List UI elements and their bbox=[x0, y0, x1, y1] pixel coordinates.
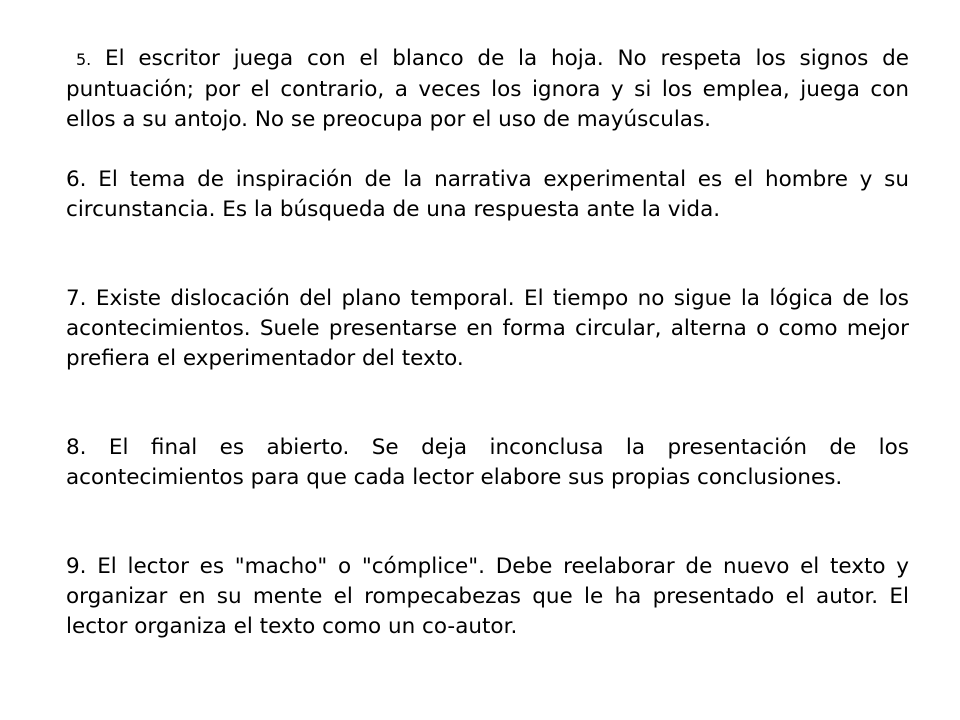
paragraph-7: 7. Existe dislocación del plano temporal. El tiempo no sigue la lógica de los acontecimientos. Suele presentarse en forma circular, alterna o como mejor prefiera el experimentador del texto. bbox=[66, 286, 909, 371]
paragraph-5 bbox=[66, 44, 909, 135]
slide-content bbox=[66, 44, 909, 642]
paragraph-6: 6. El tema de inspiración de la narrativa experimental es el hombre y su circunstancia. Es la búsqueda de una respuesta ante la vida. bbox=[66, 167, 909, 222]
paragraph-5-text: El escritor juega con el blanco de la hoja. No respeta los signos de puntuación; por el contrario, a veces los ignora y si los emplea, juega con ellos a su antojo. No se preocupa por el uso de mayúsculas. bbox=[66, 46, 909, 132]
paragraph-5-number: 5. bbox=[76, 50, 92, 69]
paragraph-8: 8. El final es abierto. Se deja inconclusa la presentación de los acontecimientos para que cada lector elabore sus propias conclusiones. bbox=[66, 435, 909, 490]
paragraph-9: 9. El lector es "macho" o "cómplice". Debe reelaborar de nuevo el texto y organizar en su mente el rompecabezas que le ha presentado el autor. El lector organiza el texto como un co-autor. bbox=[66, 554, 909, 639]
